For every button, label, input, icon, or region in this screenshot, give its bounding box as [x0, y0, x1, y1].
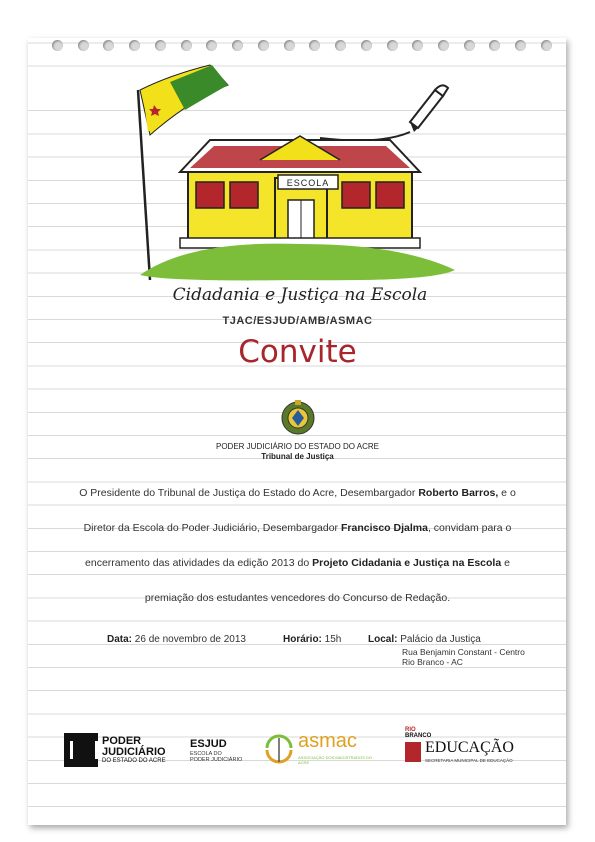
project-name: Projeto Cidadania e Justiça na Escola	[312, 557, 502, 569]
event-place	[368, 634, 481, 645]
pj-line-2: JUDICIÁRIO	[102, 746, 166, 758]
director-name: Francisco Djalma	[340, 522, 428, 534]
event-time	[283, 634, 341, 645]
body-text: encerramento das atividades da edição 2013 do	[85, 557, 313, 569]
banner-script-title: Cidadania e Justiça na Escola	[172, 285, 428, 305]
address-line-2: Rio Branco - AC	[402, 657, 463, 667]
hole	[412, 40, 423, 51]
educacao-title: EDUCAÇÃO	[425, 739, 514, 756]
hole	[129, 40, 140, 51]
school-illustration	[130, 60, 470, 310]
pj-line-3: DO ESTADO DO ACRE	[102, 758, 166, 764]
rb-emblem-icon	[405, 742, 421, 762]
coat-of-arms-icon	[280, 398, 316, 438]
organizations-subtitle: TJAC/ESJUD/AMB/ASMAC	[222, 315, 373, 327]
body-text: e o	[498, 487, 516, 499]
body-text: e	[501, 557, 510, 569]
poder-judiciario-logo	[64, 733, 174, 773]
date-value: 26 de novembro de 2013	[132, 634, 246, 645]
president-name: Roberto Barros,	[418, 487, 499, 499]
court-name: PODER JUDICIÁRIO DO ESTADO DO ACRE	[216, 442, 379, 451]
address-line-1: Rua Benjamin Constant - Centro	[402, 647, 525, 657]
esjud-logo	[190, 738, 250, 768]
educacao-sub: SECRETARIA MUNICIPAL DE EDUCAÇÃO	[425, 758, 513, 763]
spiral-holes	[52, 40, 552, 56]
hole	[438, 40, 449, 51]
hole	[489, 40, 500, 51]
hole	[541, 40, 552, 51]
educacao-logo	[405, 727, 535, 772]
time-label: Horário:	[283, 634, 322, 645]
tribunal-name: Tribunal de Justiça	[261, 452, 334, 461]
place-label: Local:	[368, 634, 398, 645]
asmac-logo	[262, 728, 382, 773]
hole	[103, 40, 114, 51]
hole	[258, 40, 269, 51]
hole	[464, 40, 475, 51]
body-line-4: premiação dos estudantes vencedores do Concurso de Redação.	[144, 592, 451, 604]
body-text: , convidam para o	[427, 522, 512, 534]
asmac-sub: ASSOCIAÇÃO DOS MAGISTRADOS DO ACRE	[298, 755, 373, 765]
body-text: Diretor da Escola do Poder Judiciário, Desembargador	[83, 522, 341, 534]
esjud-sub-2: PODER JUDICIÁRIO	[190, 757, 243, 763]
rb-top-2: BRANCO	[405, 733, 432, 739]
rb-top-1: RIO	[405, 727, 416, 733]
asmac-emblem-icon	[262, 728, 296, 768]
hole	[52, 40, 63, 51]
hole	[78, 40, 89, 51]
hole	[335, 40, 346, 51]
school-sign: ESCOLA	[286, 178, 330, 188]
hole	[155, 40, 166, 51]
body-line-1	[50, 487, 545, 499]
hole	[232, 40, 243, 51]
time-value: 15h	[321, 634, 342, 645]
hole	[181, 40, 192, 51]
place-value: Palácio da Justiça	[397, 634, 481, 645]
hole	[387, 40, 398, 51]
esjud-title: ESJUD	[190, 738, 227, 750]
pj-line-1: PODER	[102, 735, 142, 747]
hole	[284, 40, 295, 51]
hole	[361, 40, 372, 51]
body-text: O Presidente do Tribunal de Justiça do Estado do Acre, Desembargador	[79, 487, 419, 499]
hole	[309, 40, 320, 51]
invitation-title: Convite	[238, 334, 357, 370]
hole	[515, 40, 526, 51]
esjud-sub-1: ESCOLA DO	[190, 751, 222, 757]
body-line-3	[50, 557, 545, 569]
hole	[206, 40, 217, 51]
date-label: Data:	[107, 634, 133, 645]
event-date	[107, 634, 246, 645]
asmac-title: asmac	[298, 730, 357, 752]
body-line-2	[50, 522, 545, 534]
pj-emblem-mark-icon	[70, 741, 98, 759]
